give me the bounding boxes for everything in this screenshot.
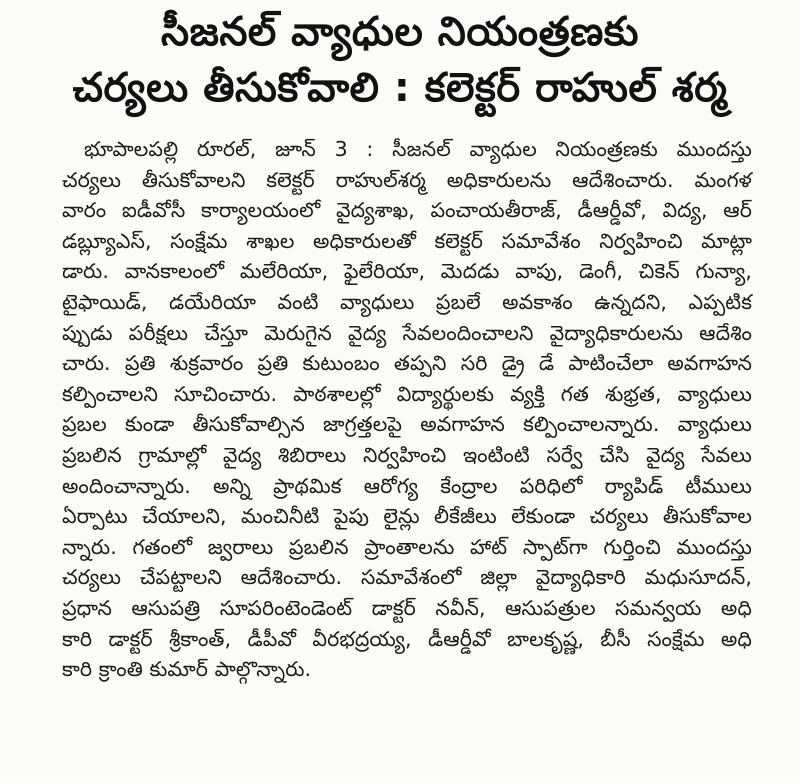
body-line: ప్రధాన ఆసుపత్రి సూపరింటెండెంట్ డాక్టర్ నవీన్, ఆసుపత్రుల సమన్వయ అధి <box>62 595 752 620</box>
body-line: చర్యలు తీసుకోవాలని కలెక్టర్ రాహుల్‌శర్మ అధికారులను ఆదేశించారు. మంగళ <box>62 167 752 192</box>
body-line: కారి క్రాంతి కుమార్ పాల్గొన్నారు. <box>62 657 312 682</box>
body-line: న్నారు. గతంలో జ్వరాలు ప్రబలిన ప్రాంతాలను హాట్ స్పాట్‌గా గుర్తించి ముందస్తు <box>62 534 752 559</box>
body-line: ఏర్పాటు చేయాలని, మంచినీటి పైపు లైన్లు లీకేజీలు లేకుండా చర్యలు తీసుకోవాల <box>62 504 752 529</box>
body-line: కారి డాక్టర్ శ్రీకాంత్, డీపీవో వీరభద్రయ్య, డీఆర్డీవో బాలకృష్ణ, బీసీ సంక్షేమ అధి <box>62 626 752 651</box>
body-line: ప్రబల కుండా తీసుకోవాల్సిన జాగ్రత్తలపై అవగాహన కల్పించాలన్నారు. వ్యాధులు <box>62 412 752 437</box>
body-line: ప్రబలిన గ్రామాల్లో వైద్య శిబిరాలు నిర్వహించి ఇంటింటి సర్వే చేసి వైద్య సేవలు <box>62 442 752 467</box>
body-line: ప్పుడు పరీక్షలు చేస్తూ మెరుగైన వైద్య సేవలందించాలని వైద్యాధికారులను ఆదేశిం <box>62 320 752 345</box>
headline <box>0 6 800 116</box>
body-line: డబ్ల్యూఎస్, సంక్షేమ శాఖల అధికారులతో కలెక్టర్ సమావేశం నిర్వహించి మాట్లా <box>62 228 752 253</box>
body-line: చర్యలు చేపట్టాలని ఆదేశించారు. సమావేశంలో జిల్లా వైద్యాధికారి మధుసూదన్, <box>62 565 752 590</box>
body-line: చారు. ప్రతి శుక్రవారం ప్రతి కుటుంబం తప్పని సరి డ్రై డే పాటించేలా అవగాహన <box>62 351 752 376</box>
headline-line-1: సీజనల్ వ్యాధుల నియంత్రణకు <box>161 9 639 55</box>
body-line: అందించాన్నారు. అన్ని ప్రాథమిక ఆరోగ్య కేంద్రాల పరిధిలో ర్యాపిడ్ టీములు <box>62 473 752 498</box>
article-body <box>62 134 752 685</box>
body-line: డారు. వానకాలంలో మలేరియా, ఫైలేరియా, మెదడు వాపు, డెంగీ, చికెన్ గున్యా, <box>62 259 752 284</box>
body-line: వారం ఐడీవోసీ కార్యాలయంలో వైద్యశాఖ, పంచాయతీరాజ్, డీఆర్డీవో, విద్య, ఆర్ <box>62 198 752 223</box>
body-line: కల్పించాలని సూచించారు. పాఠశాలల్లో విద్యార్థులకు వ్యక్తి గత శుభ్రత, వ్యాధులు <box>62 381 752 406</box>
headline-line-2: చర్యలు తీసుకోవాలి : కలెక్టర్ రాహుల్ శర్మ <box>72 65 728 111</box>
body-line: టైఫాయిడ్, డయేరియా వంటి వ్యాధులు ప్రబలే అవకాశం ఉన్నదని, ఎప్పటిక <box>62 289 752 314</box>
body-line: భూపాలపల్లి రూరల్, జూన్ 3 : సీజనల్ వ్యాధుల నియంత్రణకు ముందస్తు <box>84 137 752 161</box>
